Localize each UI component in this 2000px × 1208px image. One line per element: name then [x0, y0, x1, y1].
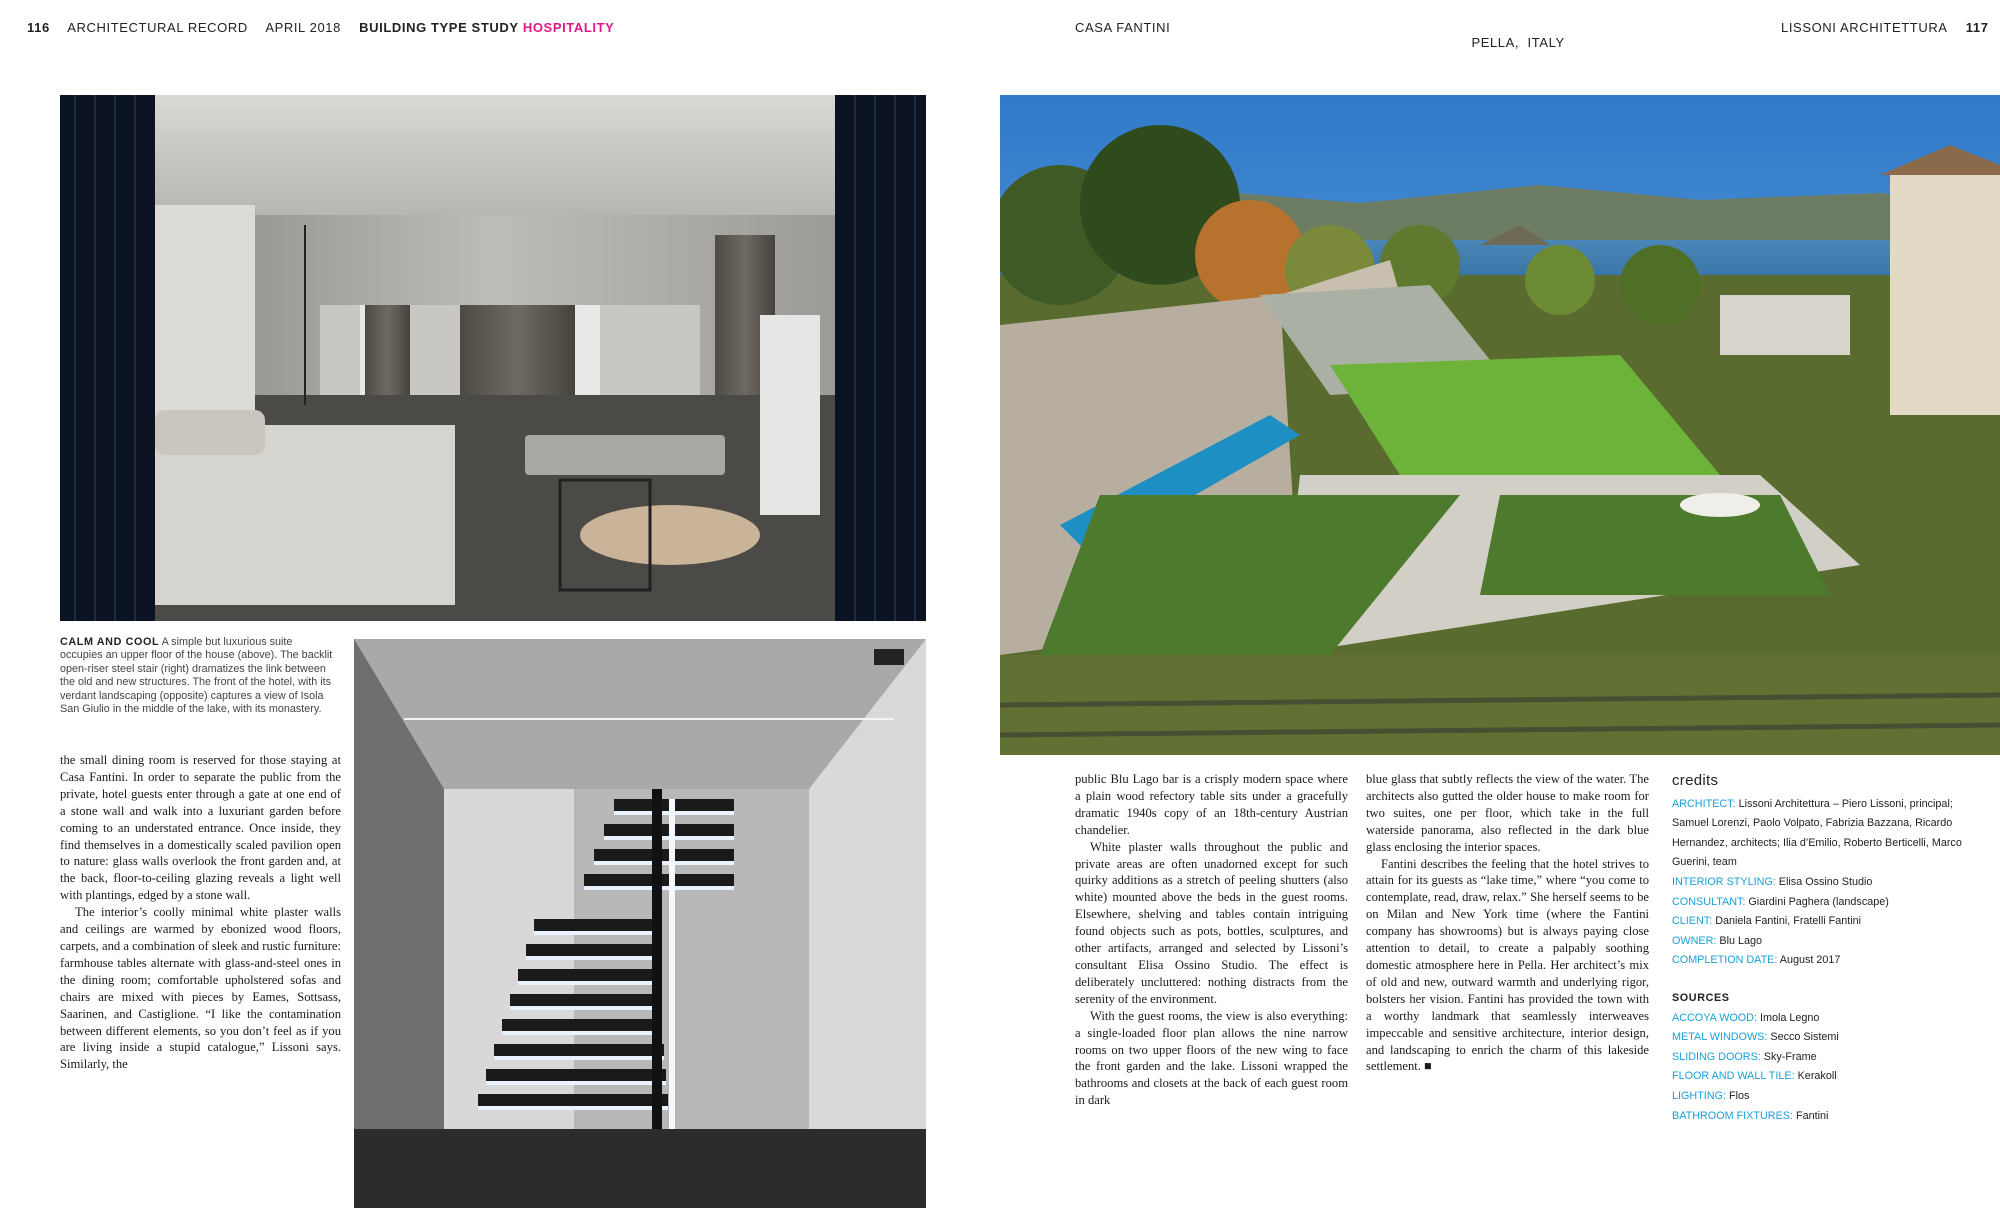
- source-bathroom-fixtures: BATHROOM FIXTURES: Fantini: [1672, 1109, 1829, 1122]
- running-header-location: PELLA, ITALY: [1471, 35, 1565, 50]
- credit-architect: ARCHITECT: Lissoni Architettura – Piero Lissoni, principal; Samuel Lorenzi, Paolo Volpato, Fabrizia Bazzana, Ricardo Hernandez, architects; Ilia d’Emilio, Roberto Berticelli, Marco Guerini, team: [1672, 797, 1962, 869]
- body-paragraph: With the guest rooms, the view is also everything: a single-loaded floor plan allows the nine narrow rooms on two upper floors of the new wing to face the front garden and the lake. Lissoni wrapped the bathrooms and closets at the back of each guest room in dark: [1075, 1008, 1348, 1108]
- credit-consultant: CONSULTANT: Giardini Paghera (landscape): [1672, 895, 1889, 908]
- body-column-1: [60, 752, 341, 1073]
- suite-bedroom-photo: [60, 95, 926, 621]
- body-column-2: [1075, 771, 1348, 1109]
- source-metal-windows: METAL WINDOWS: Secco Sistemi: [1672, 1031, 1839, 1044]
- garden-lake-photo: [1000, 95, 2000, 755]
- credits-box: [1672, 771, 1972, 1126]
- running-header-project: CASA FANTINI: [1075, 20, 1171, 35]
- architect-name: LISSONI ARCHITETTURA: [1781, 20, 1948, 35]
- body-paragraph: The interior’s coolly minimal white plaster walls and ceilings are warmed by ebonized wood floors, carpets, and a combination of sleek and rustic furniture: farmhouse tables alternate with glass-and-steel ones in the dining room; comfortable upholstered sofas and chairs are mixed with pieces by Eames, Sottsass, Saarinen, and Castiglione. “I like the contamination between different elements, so you don’t feel as if you are living inside a stupid catalogue,” Lissoni says. Similarly, the: [60, 905, 341, 1072]
- body-paragraph: public Blu Lago bar is a crisply modern space where a plain wood refectory table sits under a gracefully dramatic 1940s copy of an 18th-century Austrian chandelier.: [1075, 772, 1348, 837]
- body-paragraph: the small dining room is reserved for those staying at Casa Fantini. In order to separate the public from the private, hotel guests enter through a gate at one end of a stone wall and walk into a luxuriant garden before coming to an understated entrance. Once inside, they find themselves in a domestically scaled pavilion open to nature: glass walls overlook the front garden and, at the back, floor-to-ceiling glazing reveals a light well with plantings, edged by a stone wall.: [60, 753, 341, 903]
- photo-caption: [60, 636, 334, 716]
- source-sliding-doors: SLIDING DOORS: Sky-Frame: [1672, 1050, 1817, 1063]
- source-floor-wall-tile: FLOOR AND WALL TILE: Kerakoll: [1672, 1070, 1837, 1083]
- magazine-name: ARCHITECTURAL RECORD: [67, 20, 248, 35]
- issue-date: APRIL 2018: [265, 20, 341, 35]
- body-paragraph: Fantini describes the feeling that the hotel strives to attain for its guests as “lake time,” where “you come to contemplate, read, draw, relax.” She herself seems to be on Milan and New York time (where the Fantini company has showrooms) but is always paying close attention to detail, to create a palpably soothing domestic atmosphere here in Pella. Her architect’s mix of old and new, outward warmth and underlying rigor, bolsters her vision. Fantini has provided the town with a worthy landmark that seamlessly interweaves impeccable and sensitive architecture, interior design, and landscaping to enrich the charm of this lakeside settlement. ■: [1366, 856, 1649, 1074]
- section-label: BUILDING TYPE STUDY: [359, 20, 519, 35]
- category-label: HOSPITALITY: [522, 20, 615, 35]
- caption-text: A simple but luxurious suite occupies an upper floor of the house (above). The backlit open-riser steel stair (right) dramatizes the link between the old and new structures. The front of the hotel, with its verdant landscaping (opposite) captures a view of Isola San Giulio in the middle of the lake, with its monastery.: [60, 636, 333, 716]
- page-number-left: 116: [27, 20, 50, 35]
- source-accoya-wood: ACCOYA WOOD: Imola Legno: [1672, 1011, 1820, 1024]
- credit-completion-date: COMPLETION DATE: August 2017: [1672, 954, 1841, 967]
- sources-title: SOURCES: [1672, 991, 1730, 1004]
- body-paragraph: blue glass that subtly reflects the view of the water. The architects also gutted the older house to make room for two suites, one per floor, which take in the full waterside panorama, also reflected in the dark blue glass enclosing the interior spaces.: [1366, 772, 1649, 854]
- caption-title: CALM AND COOL: [60, 636, 160, 648]
- credit-client: CLIENT: Daniela Fantini, Fratelli Fantini: [1672, 915, 1862, 928]
- body-paragraph: White plaster walls throughout the public and private areas are often unadorned except for such quirky additions as a stretch of peeling shutters (also white) mounted above the beds in the guest rooms. Elsewhere, shelving and tables contain intriguing found objects such as pots, bottles, sculptures, and other artifacts, arranged and selected by Lissoni’s consultant Elisa Ossino Studio. The effect is deliberately uncluttered: nothing distracts from the serenity of the environment.: [1075, 839, 1348, 1006]
- running-header-right: [1781, 20, 1989, 35]
- source-lighting: LIGHTING: Flos: [1672, 1089, 1750, 1102]
- running-header-left: [27, 20, 614, 35]
- credit-owner: OWNER: Blu Lago: [1672, 934, 1763, 947]
- page-number-right: 117: [1965, 20, 1989, 35]
- credits-title: credits: [1672, 772, 1719, 789]
- credit-interior-styling: INTERIOR STYLING: Elisa Ossino Studio: [1672, 875, 1873, 888]
- body-column-3: [1366, 771, 1649, 1075]
- steel-stair-photo: [354, 639, 926, 1208]
